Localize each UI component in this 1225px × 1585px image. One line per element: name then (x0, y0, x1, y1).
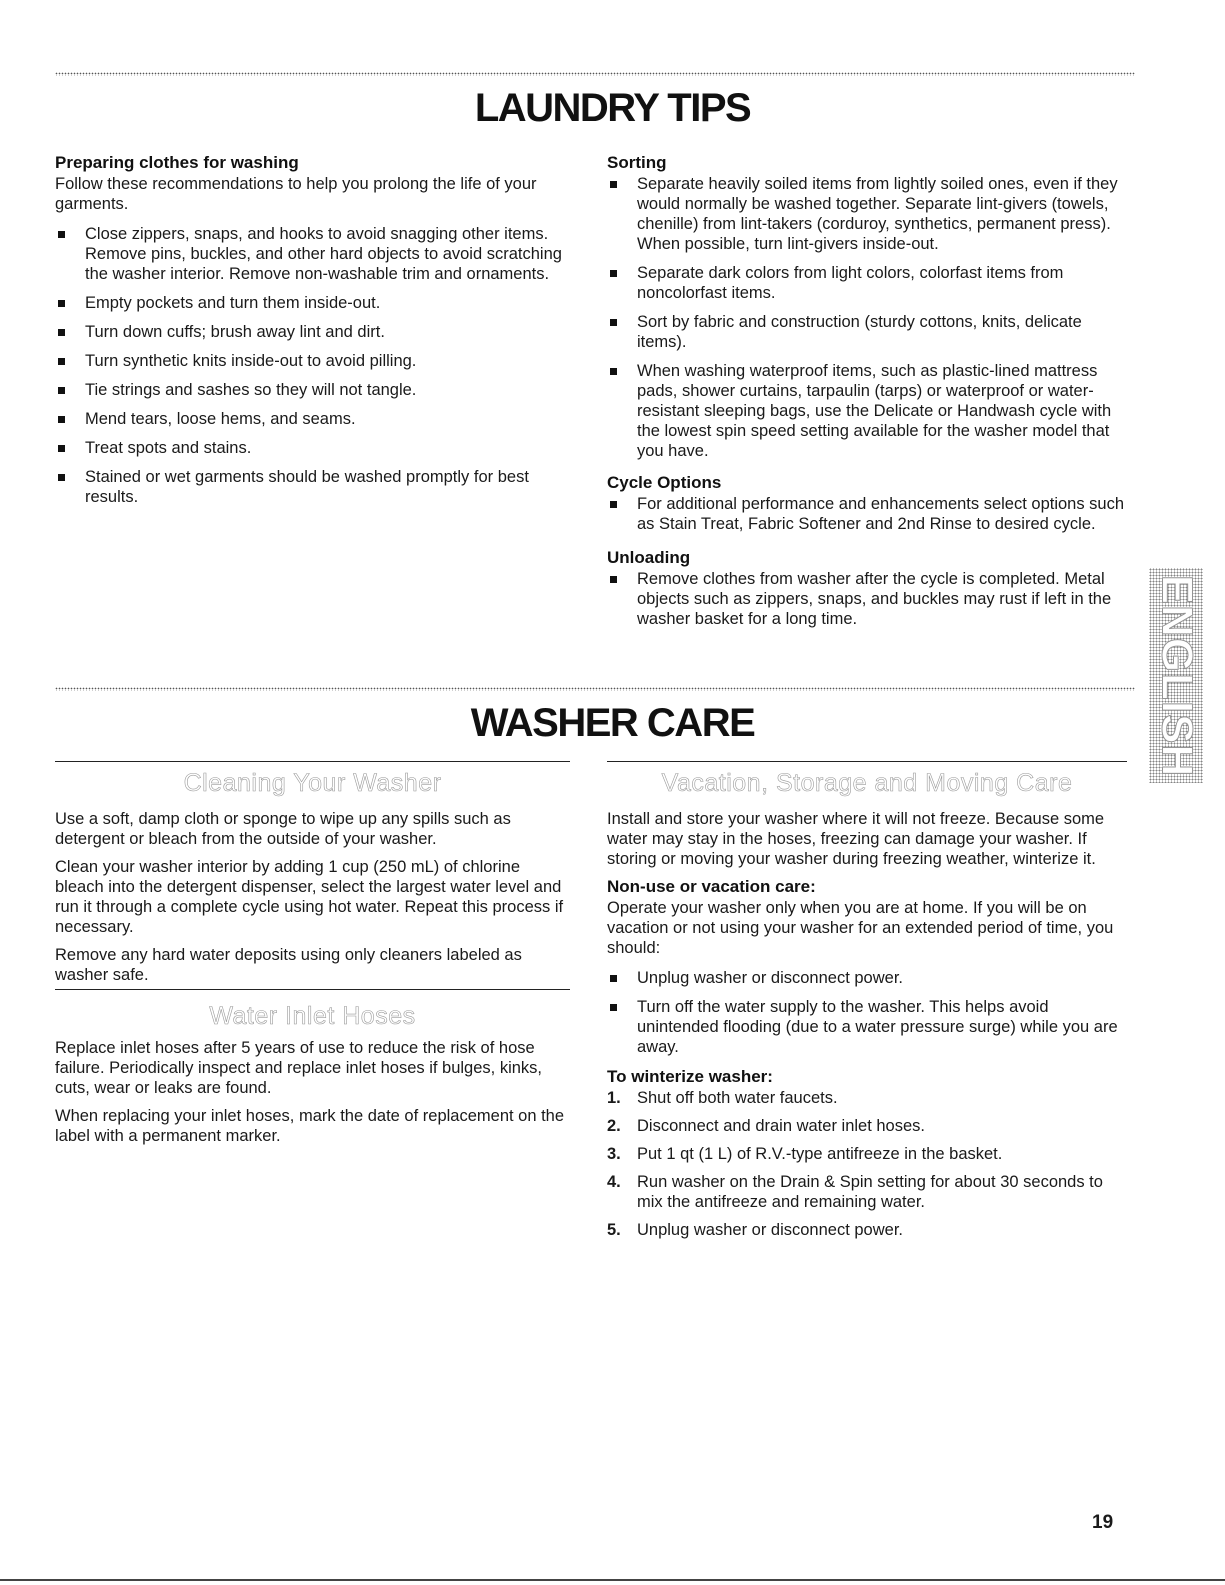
list-item: Separate heavily soiled items from lightly soiled ones, even if they would normally be washed together. Separate lint-givers (towels, chenille) from lint-takers (corduroy, synthetics, permanent press). When possible, turn lint-givers inside-out. (607, 174, 1127, 254)
hoses-paragraph: When replacing your inlet hoses, mark the date of replacement on the label with a permanent marker. (55, 1107, 565, 1145)
list-item: Remove clothes from washer after the cycle is completed. Metal objects such as zippers, snaps, and buckles may rust if left in the washer basket for a long time. (607, 569, 1127, 629)
cycle-options-list (607, 494, 1127, 534)
preparing-list (55, 224, 570, 507)
preparing-intro: Follow these recommendations to help you prolong the life of your garments. (55, 175, 537, 213)
sorting-list (607, 174, 1127, 461)
step-number: 5. (607, 1221, 621, 1239)
list-item: Mend tears, loose hems, and seams. (55, 409, 570, 429)
list-item: Close zippers, snaps, and hooks to avoid snagging other items. Remove pins, buckles, and other hard objects to avoid scratching the washer interior. Remove non-washable trim and ornaments. (55, 224, 570, 284)
side-tab-label: ENGLISH (1152, 574, 1202, 777)
sorting-heading: Sorting (607, 153, 667, 172)
list-item: Treat spots and stains. (55, 438, 570, 458)
language-side-tab (1149, 568, 1203, 783)
laundry-tips-title: LAUNDRY TIPS (474, 86, 751, 130)
hoses-heading: Water Inlet Hoses (209, 1002, 416, 1030)
list-item (607, 1144, 1127, 1164)
list-item: Turn synthetic knits inside-out to avoid pilling. (55, 351, 570, 371)
list-item: When washing waterproof items, such as plastic-lined mattress pads, shower curtains, tarpaulin (tarps) or waterproof or water-resistant sleeping bags, use the Delicate or Handwash cycle with the lowest spin speed setting available for the washer model that you have. (607, 361, 1127, 461)
hoses-top-rule (55, 989, 570, 990)
vacation-section (607, 809, 1127, 1248)
list-item (607, 1088, 1127, 1108)
cycle-options-heading: Cycle Options (607, 473, 722, 492)
step-number: 4. (607, 1173, 621, 1191)
step-text: Unplug washer or disconnect power. (637, 1221, 903, 1239)
hoses-paragraph: Replace inlet hoses after 5 years of use to reduce the risk of hose failure. Periodically inspect and replace inlet hoses if bulges, kinks, cuts, wear or leaks are found. (55, 1039, 543, 1097)
cleaning-section (55, 809, 570, 993)
top-dotted-rule (55, 72, 1135, 76)
list-item (607, 1172, 1127, 1212)
page-number: 19 (1092, 1512, 1114, 1533)
cleaning-heading: Cleaning Your Washer (183, 769, 442, 797)
list-item: Turn off the water supply to the washer. This helps avoid unintended flooding (due to a water pressure surge) while you are away. (607, 997, 1127, 1057)
nonuse-heading: Non-use or vacation care: (607, 877, 816, 896)
cleaning-top-rule (55, 761, 570, 762)
step-number: 2. (607, 1117, 621, 1135)
step-text: Run washer on the Drain & Spin setting for about 30 seconds to mix the antifreeze and remaining water. (637, 1173, 1103, 1211)
step-text: Shut off both water faucets. (637, 1089, 838, 1107)
vacation-heading: Vacation, Storage and Moving Care (661, 769, 1073, 797)
winterize-heading: To winterize washer: (607, 1067, 773, 1086)
unloading-heading: Unloading (607, 548, 691, 567)
bottom-border (0, 1579, 1225, 1581)
list-item: Turn down cuffs; brush away lint and dirt. (55, 322, 570, 342)
step-number: 1. (607, 1089, 621, 1107)
middle-dotted-rule (55, 687, 1135, 691)
list-item: Tie strings and sashes so they will not tangle. (55, 380, 570, 400)
hoses-section (55, 1038, 570, 1154)
vacation-intro: Install and store your washer where it will not freeze. Because some water may stay in the hoses, freezing can damage your washer. If storing or moving your washer during freezing weather, winterize it. (607, 810, 1105, 868)
preparing-section (55, 153, 570, 516)
preparing-heading: Preparing clothes for washing (55, 153, 299, 172)
step-number: 3. (607, 1145, 621, 1163)
sorting-section (607, 153, 1127, 638)
winterize-steps (607, 1088, 1127, 1240)
list-item: Stained or wet garments should be washed promptly for best results. (55, 467, 570, 507)
list-item: Separate dark colors from light colors, colorfast items from noncolorfast items. (607, 263, 1127, 303)
list-item: Unplug washer or disconnect power. (607, 968, 1127, 988)
nonuse-list (607, 968, 1127, 1057)
list-item (607, 1116, 1127, 1136)
cleaning-paragraph: Clean your washer interior by adding 1 cup (250 mL) of chlorine bleach into the detergent dispenser, select the largest water level and run it through a complete cycle using hot water. Repeat this process if necessary. (55, 858, 564, 936)
cleaning-paragraph: Use a soft, damp cloth or sponge to wipe up any spills such as detergent or bleach from the outside of your washer. (55, 810, 511, 848)
nonuse-intro: Operate your washer only when you are at home. If you will be on vacation or not using your washer for an extended period of time, you should: (607, 899, 1114, 957)
list-item: For additional performance and enhancements select options such as Stain Treat, Fabric Softener and 2nd Rinse to desired cycle. (607, 494, 1127, 534)
list-item: Sort by fabric and construction (sturdy cottons, knits, delicate items). (607, 312, 1127, 352)
step-text: Disconnect and drain water inlet hoses. (637, 1117, 925, 1135)
unloading-list (607, 569, 1127, 629)
washer-care-title: WASHER CARE (470, 701, 755, 745)
list-item: Empty pockets and turn them inside-out. (55, 293, 570, 313)
list-item (607, 1220, 1127, 1240)
step-text: Put 1 qt (1 L) of R.V.-type antifreeze in the basket. (637, 1145, 1003, 1163)
vacation-top-rule (607, 761, 1127, 762)
cleaning-paragraph: Remove any hard water deposits using only cleaners labeled as washer safe. (55, 946, 522, 984)
